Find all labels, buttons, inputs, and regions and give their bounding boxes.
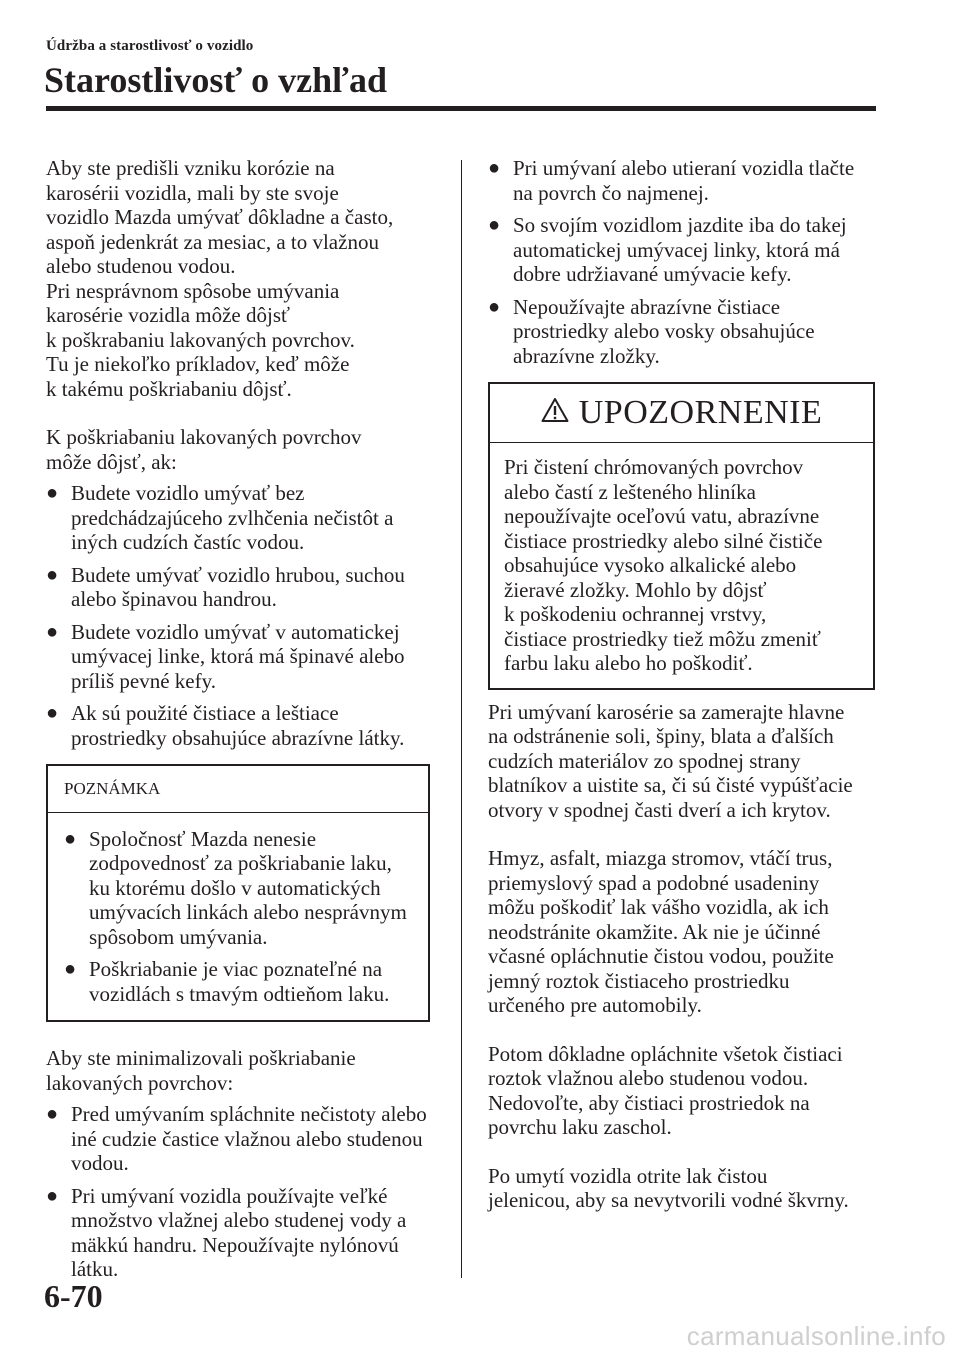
text-line: môže dôjsť, ak: xyxy=(46,449,177,474)
text-line: k poškodeniu ochrannej vrstvy, xyxy=(504,602,767,626)
bullet-icon: ● xyxy=(488,157,501,179)
bullet-icon: ● xyxy=(488,214,501,236)
list-item-text: Budete vozidlo umývať bez predchádzajúceho zvlhčenia nečistôt a iných cudzích častíc vodou. xyxy=(71,481,394,554)
list-item-text: Budete vozidlo umývať v automatickej umývacej linke, ktorá má špinavé alebo príliš pevné kefy. xyxy=(71,619,405,693)
paragraph xyxy=(488,1164,875,1213)
list-item xyxy=(488,156,875,205)
text-line: Po umytí vozidla otrite lak čistou xyxy=(488,1163,768,1188)
text-line: včasné opláchnutie čistou vodou, použite xyxy=(488,944,834,968)
paragraph xyxy=(488,846,875,1018)
text-line: alebo studenou vodou. xyxy=(46,254,236,278)
list-item xyxy=(46,481,430,555)
text-line: Aby ste minimalizovali poškriabanie xyxy=(46,1046,356,1070)
caution-title: UPOZORNENIE xyxy=(578,393,823,431)
bullet-icon: ● xyxy=(46,1103,59,1125)
list-item xyxy=(46,1102,430,1176)
scratch-causes-list xyxy=(46,481,430,750)
text-line: neodstránite okamžite. Ak nie je účinné xyxy=(488,919,821,944)
text-line: otvory v spodnej časti dverí a ich krytov. xyxy=(488,797,831,822)
text-line: aspoň jedenkrát za mesiac, a to vlažnou xyxy=(46,229,379,254)
caution-body xyxy=(490,443,873,688)
right-paragraphs xyxy=(488,700,875,1213)
warning-triangle-icon xyxy=(541,397,569,429)
title-rule xyxy=(46,106,876,111)
column-divider xyxy=(461,160,462,1278)
list-item xyxy=(64,827,412,950)
list-item-text: Pri umývaní alebo utieraní vozidla tlačte na povrch čo najmenej. xyxy=(513,156,855,205)
list-item-text: Pred umývaním spláchnite nečistoty alebo iné cudzie častice vlažnou alebo studenou vodou. xyxy=(71,1102,427,1175)
list-item xyxy=(46,1184,430,1282)
list-item xyxy=(64,957,412,1006)
text-line: čistiace prostriedky tiež môžu zmeniť xyxy=(504,626,821,651)
paragraph xyxy=(488,700,875,823)
text-line: obsahujúce vysoko alkalické alebo xyxy=(504,553,797,577)
text-line: môžu poškodiť lak vášho vozidla, ak ich xyxy=(488,895,829,919)
text-line: cudzích materiálov zo spodnej strany xyxy=(488,748,801,773)
list-item-text: Ak sú použité čistiace a leštiace prostriedky obsahujúce abrazívne látky. xyxy=(71,701,405,750)
bullet-icon: ● xyxy=(46,563,59,586)
page-number: 6-70 xyxy=(44,1278,103,1314)
text-line: čistiace prostriedky alebo silné čističe xyxy=(504,528,823,553)
text-line: Hmyz, asfalt, miazga stromov, vtáčí trus, xyxy=(488,846,833,870)
text-line: vozidlo Mazda umývať dôkladne a často, xyxy=(46,205,394,229)
right-tips-list xyxy=(488,156,875,368)
bullet-icon: ● xyxy=(46,620,59,643)
scratch-intro-paragraph xyxy=(46,425,430,474)
paragraph xyxy=(488,1042,875,1140)
left-column xyxy=(46,156,430,1290)
text-line: K poškriabaniu lakovaných povrchov xyxy=(46,425,362,449)
text-line: Pri nesprávnom spôsobe umývania xyxy=(46,278,340,303)
text-line: Pri čistení chrómovaných povrchov xyxy=(504,455,804,479)
list-item-text: Nepoužívajte abrazívne čistiace prostriedky alebo vosky obsahujúce abrazívne zložky. xyxy=(513,294,815,368)
text-line: Tu je niekoľko príkladov, keď môže xyxy=(46,352,350,376)
text-line: Pri umývaní karosérie sa zamerajte hlavne xyxy=(488,699,845,724)
text-line: jemný roztok čistiaceho prostriedku xyxy=(488,968,790,993)
bullet-icon: ● xyxy=(46,1184,59,1207)
intro-paragraph xyxy=(46,156,430,401)
bullet-icon: ● xyxy=(488,295,501,318)
text-line: karosérii vozidla, mali by ste svoje xyxy=(46,180,339,205)
text-line: lakovaných povrchov: xyxy=(46,1070,234,1095)
text-line: žieravé zložky. Mohlo by dôjsť xyxy=(504,577,767,602)
text-line: alebo častí z lešteného hliníka xyxy=(504,479,756,504)
spacer xyxy=(46,401,430,425)
note-box xyxy=(46,764,430,1022)
list-item-text: Budete umývať vozidlo hrubou, suchou alebo špinavou handrou. xyxy=(71,562,405,611)
text-line: roztok vlažnou alebo studenou vodou. xyxy=(488,1066,809,1090)
list-item-text: Pri umývaní vozidla používajte veľké množstvo vlažnej alebo studenej vody a mäkkú handru. Nepoužívajte nylónovú látku. xyxy=(71,1183,407,1281)
list-item xyxy=(488,213,875,287)
text-line: na odstránenie soli, špiny, blata a ďalších xyxy=(488,724,834,748)
list-item xyxy=(488,295,875,369)
caution-header xyxy=(490,384,873,443)
minimize-tips-list xyxy=(46,1102,430,1282)
breadcrumb: Údržba a starostlivosť o vozidlo xyxy=(46,38,254,54)
text-line: povrchu laku zaschol. xyxy=(488,1115,672,1139)
caution-box xyxy=(488,382,875,690)
text-line: Aby ste predišli vzniku korózie na xyxy=(46,156,335,180)
list-item xyxy=(46,620,430,694)
list-item xyxy=(46,701,430,750)
text-line: priemyslový spad a podobné usadeniny xyxy=(488,870,820,895)
text-line: k poškrabaniu lakovaných povrchov. xyxy=(46,327,355,352)
text-line: karosérie vozidla môže dôjsť xyxy=(46,303,290,327)
right-column xyxy=(488,156,875,1213)
note-body xyxy=(48,813,428,1021)
note-list xyxy=(64,827,412,1007)
list-item-text: So svojím vozidlom jazdite iba do takej automatickej umývacej linky, ktorá má dobre udržiavané umývacie kefy. xyxy=(513,213,847,286)
list-item-text: Poškriabanie je viac poznateľné na vozidlách s tmavým odtieňom laku. xyxy=(89,957,390,1006)
text-line: jelenicou, aby sa nevytvorili vodné škvrny. xyxy=(488,1188,849,1212)
list-item xyxy=(46,563,430,612)
page-title: Starostlivosť o vzhľad xyxy=(44,60,388,100)
text-line: farbu laku alebo ho poškodiť. xyxy=(504,651,753,675)
bullet-icon: ● xyxy=(64,827,77,850)
minimize-intro-paragraph xyxy=(46,1046,430,1095)
list-item-text: Spoločnosť Mazda nenesie zodpovednosť za poškriabanie laku, ku ktorému došlo v automatických umývacích linkách alebo nesprávnym spôsobom umývania. xyxy=(89,826,407,949)
bullet-icon: ● xyxy=(46,482,59,504)
text-line: k takému poškriabaniu dôjsť. xyxy=(46,376,292,401)
text-line: blatníkov a uistite sa, či sú čisté vypúšťacie xyxy=(488,773,853,797)
bullet-icon: ● xyxy=(64,958,77,980)
watermark: carmanualsonline.info xyxy=(686,1321,946,1351)
bullet-icon: ● xyxy=(46,702,59,724)
text-line: Nedovoľte, aby čistiaci prostriedok na xyxy=(488,1090,810,1115)
note-title: POZNÁMKA xyxy=(48,766,428,813)
text-line: určeného pre automobily. xyxy=(488,993,702,1017)
text-line: Potom dôkladne opláchnite všetok čistiaci xyxy=(488,1041,843,1066)
text-line: nepoužívajte oceľovú vatu, abrazívne xyxy=(504,504,820,528)
